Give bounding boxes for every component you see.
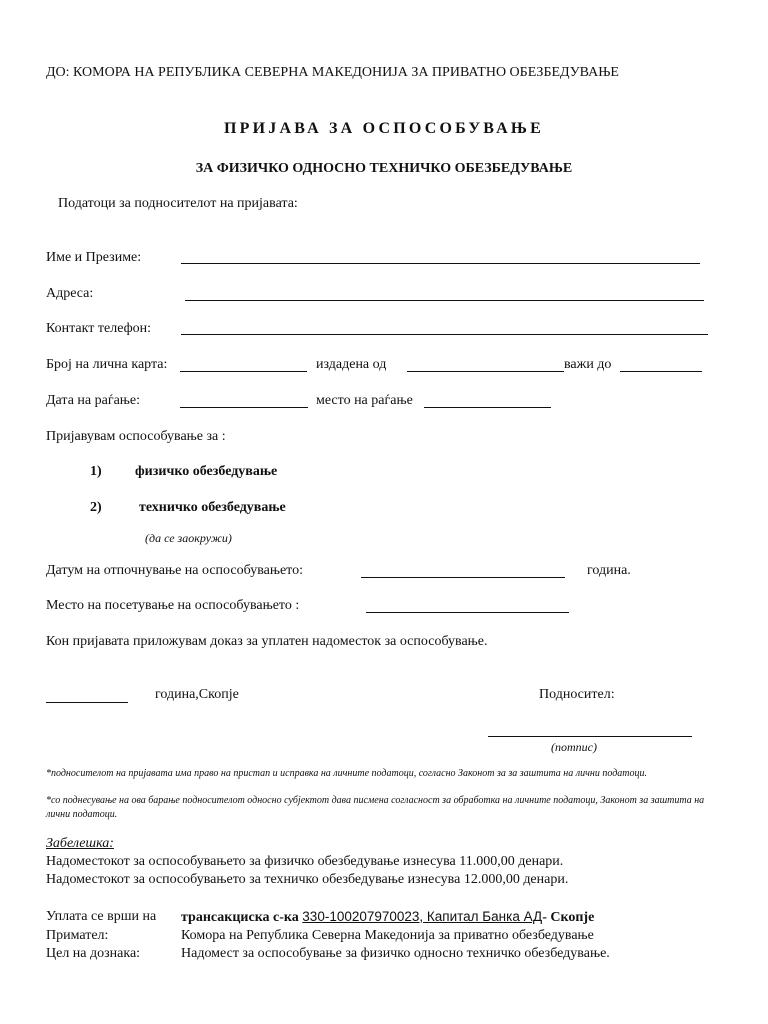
- option1-number: 1): [90, 464, 102, 479]
- remark-heading: Забелешка:: [46, 836, 114, 851]
- payment-account-prefix: трансакциска с-ка: [181, 910, 299, 925]
- address-field[interactable]: [185, 300, 704, 301]
- circle-hint: (да се заокружи): [145, 531, 232, 545]
- transfer-purpose-value: Надомест за оспособување за физичко односно техничко обезбедување.: [181, 946, 610, 961]
- id-card-field[interactable]: [180, 371, 307, 372]
- payment-account-number: 330-100207970023, Капитал Банка АД: [302, 909, 543, 924]
- start-date-field[interactable]: [361, 577, 565, 578]
- birth-place-label: место на раѓање: [316, 393, 413, 408]
- addressee-line: ДО: КОМОРА НА РЕПУБЛИКА СЕВЕРНА МАКЕДОНИЈА ЗА ПРИВАТНО ОБЕЗБЕДУВАЊЕ: [46, 65, 619, 80]
- training-intro: Пријавувам оспособување за :: [46, 429, 226, 444]
- signature-field[interactable]: [488, 736, 692, 737]
- document-title: ПРИЈАВА ЗА ОСПОСОБУВАЊЕ: [224, 120, 544, 137]
- address-label: Адреса:: [46, 286, 94, 301]
- phone-field[interactable]: [181, 334, 708, 335]
- payment-account-suffix: - Скопје: [542, 910, 595, 925]
- transfer-purpose-label: Цел на дознака:: [46, 946, 141, 961]
- birth-date-field[interactable]: [180, 407, 308, 408]
- footnote-2: *со поднесување на ова барање подносителот односно субјектот дава писмена согласност за обработка на личните податоци, Законот за заштита на лични податоци.: [46, 795, 705, 820]
- training-place-field[interactable]: [366, 612, 569, 613]
- name-field[interactable]: [181, 263, 700, 264]
- option-physical-security[interactable]: физичко обезбедување: [135, 464, 278, 479]
- option-technical-security[interactable]: техничко обезбедување: [139, 500, 286, 515]
- training-place-label: Место на посетување на оспособувањето :: [46, 598, 300, 613]
- footnote-1: *подносителот на пријавата има право на пристап и исправка на личните податоци, согласно Законот за за заштита на лични податоци.: [46, 768, 647, 779]
- applicant-label: Подносител:: [539, 687, 615, 702]
- date-field[interactable]: [46, 702, 128, 703]
- issued-by-field[interactable]: [407, 371, 564, 372]
- phone-label: Контакт телефон:: [46, 321, 152, 336]
- option2-number: 2): [90, 500, 102, 515]
- start-date-label: Датум на отпочнување на оспособувањето:: [46, 563, 304, 578]
- date-place-label: година,Скопје: [155, 687, 239, 702]
- birth-place-field[interactable]: [424, 407, 551, 408]
- birth-date-label: Дата на раѓање:: [46, 393, 141, 408]
- valid-until-field[interactable]: [620, 371, 702, 372]
- attachment-statement: Кон пријавата приложувам доказ за уплатен надоместок за оспособување.: [46, 634, 488, 649]
- payment-account: [181, 909, 594, 926]
- applicant-section-label: Податоци за подносителот на пријавата:: [58, 196, 298, 211]
- signature-caption: (потпис): [551, 740, 597, 754]
- issued-by-label: издадена од: [316, 357, 387, 372]
- recipient-label: Примател:: [46, 928, 109, 943]
- id-card-label: Број на лична карта:: [46, 357, 168, 372]
- year-label: година.: [587, 563, 631, 578]
- valid-until-label: важи до: [564, 357, 612, 372]
- remark-line-2: Надоместокот за оспособувањето за техничко обезбедување изнесува 12.000,00 денари.: [46, 872, 569, 887]
- remark-line-1: Надоместокот за оспособувањето за физичко обезбедување изнесува 11.000,00 денари.: [46, 854, 564, 869]
- payment-label: Уплата се врши на: [46, 909, 157, 924]
- name-label: Име и Презиме:: [46, 250, 142, 265]
- recipient-value: Комора на Република Северна Македонија за приватно обезбедување: [181, 928, 594, 943]
- document-subtitle: ЗА ФИЗИЧКО ОДНОСНО ТЕХНИЧКО ОБЕЗБЕДУВАЊЕ: [195, 161, 573, 176]
